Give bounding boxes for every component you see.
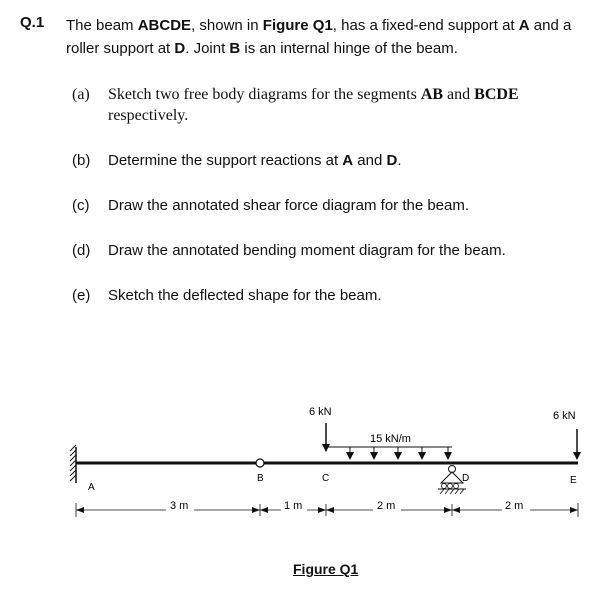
udl-label: 15 kN/m xyxy=(370,433,411,445)
beam-name: ABCDE xyxy=(137,17,192,34)
part-a-text xyxy=(108,84,538,126)
figure-reference: Figure Q1 xyxy=(262,17,333,34)
part-b-label: (b) xyxy=(72,152,91,169)
intro-text-5: . Joint xyxy=(185,40,230,57)
point-label-d: D xyxy=(462,473,470,484)
part-e-label: (e) xyxy=(72,287,91,304)
load-label-e: 6 kN xyxy=(553,410,576,422)
joint-a-ref: A xyxy=(518,17,530,34)
joint-b-ref: B xyxy=(229,40,241,57)
dimension-label-ab: 3 m xyxy=(170,500,189,512)
part-b-bold-2: D xyxy=(386,152,398,169)
point-label-e: E xyxy=(570,475,577,486)
part-b-bold-1: A xyxy=(342,152,354,169)
point-label-c: C xyxy=(322,473,330,484)
intro-text-4: and a roller support at xyxy=(66,17,572,57)
question-number: Q.1 xyxy=(20,14,45,31)
part-a-bold-1: AB xyxy=(420,86,444,103)
intro-text-6: is an internal hinge of the beam. xyxy=(240,40,458,57)
dimension-label-de: 2 m xyxy=(505,500,524,512)
hinge-b-icon xyxy=(256,459,264,467)
part-a-text-3: respectively. xyxy=(108,107,189,124)
intro-text-3: , has a fixed-end support at xyxy=(332,17,519,34)
point-label-a: A xyxy=(88,482,95,493)
part-a-text-1: Sketch two free body diagrams for the segments xyxy=(108,86,421,103)
dimension-label-bc: 1 m xyxy=(284,500,303,512)
beam-figure xyxy=(0,395,606,545)
joint-d-ref: D xyxy=(174,40,186,57)
part-d-label: (d) xyxy=(72,242,91,259)
intro-text-2: , shown in xyxy=(191,17,263,34)
part-c-text: Draw the annotated shear force diagram for the beam. xyxy=(108,197,470,214)
dimension-label-cd: 2 m xyxy=(377,500,396,512)
point-label-b: B xyxy=(257,473,264,484)
part-b-text-1: Determine the support reactions at xyxy=(108,152,343,169)
fixed-support-icon xyxy=(70,445,76,483)
udl-arrows xyxy=(326,447,452,459)
figure-caption: Figure Q1 xyxy=(293,561,359,577)
part-b-text-3: . xyxy=(397,152,402,169)
intro-text-1: The beam xyxy=(66,17,138,34)
part-a-label: (a) xyxy=(72,86,90,103)
part-a-bold-2: BCDE xyxy=(474,86,519,103)
load-label-c: 6 kN xyxy=(309,406,332,418)
part-c-label: (c) xyxy=(72,197,90,214)
part-d-text: Draw the annotated bending moment diagram for the beam. xyxy=(108,242,506,259)
part-b-text xyxy=(108,150,548,171)
part-b-text-2: and xyxy=(353,152,387,169)
part-e-text: Sketch the deflected shape for the beam. xyxy=(108,287,382,304)
question-intro xyxy=(66,14,586,60)
part-a-text-2: and xyxy=(443,86,475,103)
